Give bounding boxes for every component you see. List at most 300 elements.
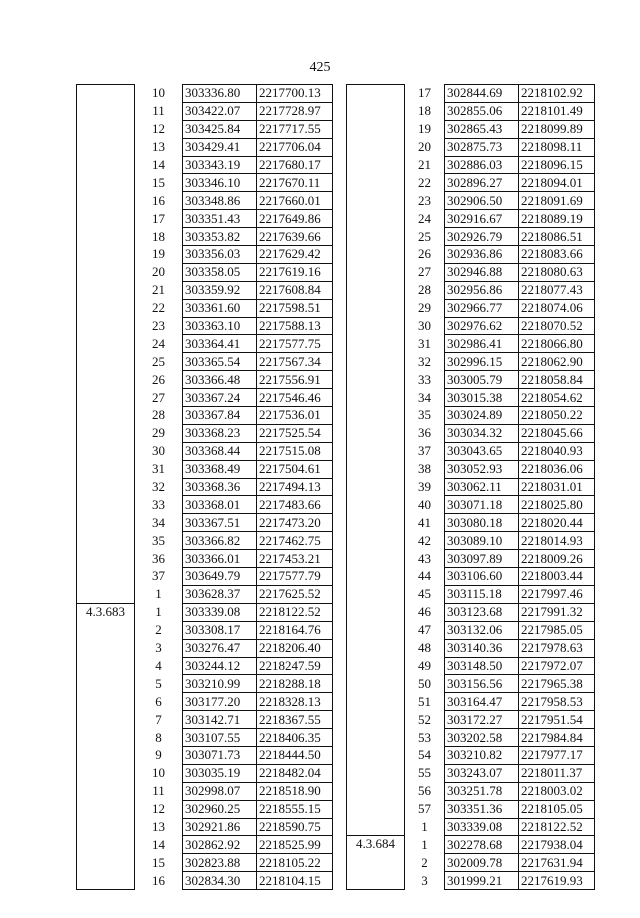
section-cell xyxy=(347,210,405,228)
table-row xyxy=(347,424,595,442)
section-cell xyxy=(77,192,135,210)
point-number-cell: 42 xyxy=(418,532,431,548)
x-coordinate-cell: 303422.07 xyxy=(183,102,257,120)
point-number-cell: 28 xyxy=(418,282,431,298)
section-cell xyxy=(347,317,405,335)
table-row xyxy=(347,102,595,120)
x-coordinate-cell: 303368.44 xyxy=(183,442,257,460)
x-coordinate-cell: 303348.86 xyxy=(183,192,257,210)
y-coordinate-cell: 2217728.97 xyxy=(257,102,333,120)
point-number-cell: 20 xyxy=(152,264,165,280)
table-row xyxy=(347,263,595,281)
table-row xyxy=(77,764,333,782)
section-cell xyxy=(77,317,135,335)
x-coordinate-cell: 303148.50 xyxy=(445,657,519,675)
y-coordinate-cell: 2218555.15 xyxy=(257,800,333,818)
x-coordinate-cell: 303097.89 xyxy=(445,550,519,568)
section-cell xyxy=(347,299,405,317)
x-coordinate-cell: 303356.03 xyxy=(183,246,257,264)
point-number-cell: 14 xyxy=(152,836,165,852)
point-number-cell: 36 xyxy=(418,425,431,441)
table-row xyxy=(347,711,595,729)
section-cell xyxy=(347,711,405,729)
table-row xyxy=(77,281,333,299)
point-number-cell: 39 xyxy=(418,479,431,495)
x-coordinate-cell: 303359.92 xyxy=(183,281,257,299)
section-cell xyxy=(77,532,135,550)
table-row xyxy=(347,478,595,496)
table-row xyxy=(347,85,595,103)
y-coordinate-cell: 2218164.76 xyxy=(257,621,333,639)
x-coordinate-cell: 303164.47 xyxy=(445,693,519,711)
point-number-cell: 26 xyxy=(418,246,431,262)
table-row xyxy=(77,639,333,657)
x-coordinate-cell: 303276.47 xyxy=(183,639,257,657)
x-coordinate-cell: 303177.20 xyxy=(183,693,257,711)
y-coordinate-cell: 2218518.90 xyxy=(257,782,333,800)
x-coordinate-cell: 303351.43 xyxy=(183,210,257,228)
table-row xyxy=(77,246,333,264)
table-row xyxy=(77,424,333,442)
point-number-cell: 40 xyxy=(418,496,431,512)
x-coordinate-cell: 303368.49 xyxy=(183,460,257,478)
table-row xyxy=(77,746,333,764)
section-cell xyxy=(77,424,135,442)
y-coordinate-cell: 2218122.52 xyxy=(519,818,595,836)
section-cell xyxy=(77,764,135,782)
section-cell xyxy=(77,228,135,246)
x-coordinate-cell: 303361.60 xyxy=(183,299,257,317)
y-coordinate-cell: 2218367.55 xyxy=(257,711,333,729)
section-cell xyxy=(77,371,135,389)
x-coordinate-cell: 303251.78 xyxy=(445,782,519,800)
x-coordinate-cell: 303244.12 xyxy=(183,657,257,675)
table-row xyxy=(347,496,595,514)
section-cell xyxy=(347,192,405,210)
table-row xyxy=(77,585,333,603)
section-cell xyxy=(347,281,405,299)
x-coordinate-cell: 303172.27 xyxy=(445,711,519,729)
x-coordinate-cell: 303367.84 xyxy=(183,407,257,425)
y-coordinate-cell: 2218328.13 xyxy=(257,693,333,711)
table-row xyxy=(77,263,333,281)
point-number-cell: 29 xyxy=(418,300,431,316)
table-row xyxy=(347,693,595,711)
point-number-cell: 41 xyxy=(418,514,431,530)
section-cell xyxy=(77,746,135,764)
section-cell xyxy=(77,800,135,818)
point-number-cell: 16 xyxy=(152,192,165,208)
y-coordinate-cell: 2218444.50 xyxy=(257,746,333,764)
point-number-cell: 19 xyxy=(152,246,165,262)
section-cell xyxy=(347,263,405,281)
x-coordinate-cell: 303367.24 xyxy=(183,389,257,407)
section-cell xyxy=(347,174,405,192)
table-row xyxy=(347,729,595,747)
point-number-cell: 12 xyxy=(152,801,165,817)
y-coordinate-cell: 2217972.07 xyxy=(519,657,595,675)
section-cell: 4.3.684 xyxy=(347,836,405,854)
point-number-cell: 25 xyxy=(418,228,431,244)
y-coordinate-cell: 2218096.15 xyxy=(519,156,595,174)
y-coordinate-cell: 2217515.08 xyxy=(257,442,333,460)
point-number-cell: 10 xyxy=(152,85,165,101)
point-number-cell: 17 xyxy=(152,210,165,226)
section-cell xyxy=(347,675,405,693)
section-cell xyxy=(347,353,405,371)
point-number-cell: 35 xyxy=(418,407,431,423)
x-coordinate-cell: 302921.86 xyxy=(183,818,257,836)
table-row xyxy=(347,818,595,836)
y-coordinate-cell: 2217619.93 xyxy=(519,872,595,890)
table-row xyxy=(77,174,333,192)
y-coordinate-cell: 2218077.43 xyxy=(519,281,595,299)
x-coordinate-cell: 303425.84 xyxy=(183,120,257,138)
x-coordinate-cell: 303649.79 xyxy=(183,568,257,586)
table-row xyxy=(347,836,595,854)
section-cell xyxy=(347,424,405,442)
table-row xyxy=(347,460,595,478)
point-number-cell: 11 xyxy=(152,103,165,119)
table-row xyxy=(77,800,333,818)
x-coordinate-cell: 302844.69 xyxy=(445,85,519,103)
section-cell xyxy=(77,711,135,729)
section-cell xyxy=(77,657,135,675)
y-coordinate-cell: 2218050.22 xyxy=(519,407,595,425)
point-number-cell: 36 xyxy=(152,550,165,566)
section-cell xyxy=(77,389,135,407)
table-row xyxy=(77,693,333,711)
section-cell xyxy=(347,568,405,586)
x-coordinate-cell: 303062.11 xyxy=(445,478,519,496)
section-cell xyxy=(347,800,405,818)
x-coordinate-cell: 303366.01 xyxy=(183,550,257,568)
y-coordinate-cell: 2218025.80 xyxy=(519,496,595,514)
x-coordinate-cell: 302946.88 xyxy=(445,263,519,281)
section-cell xyxy=(347,872,405,890)
section-cell xyxy=(77,854,135,872)
table-row xyxy=(77,335,333,353)
table-row xyxy=(77,782,333,800)
x-coordinate-cell: 302886.03 xyxy=(445,156,519,174)
y-coordinate-cell: 2217453.21 xyxy=(257,550,333,568)
y-coordinate-cell: 2217639.66 xyxy=(257,228,333,246)
x-coordinate-cell: 303015.38 xyxy=(445,389,519,407)
table-row xyxy=(347,621,595,639)
section-cell xyxy=(347,478,405,496)
y-coordinate-cell: 2218003.02 xyxy=(519,782,595,800)
point-number-cell: 13 xyxy=(152,139,165,155)
y-coordinate-cell: 2217938.04 xyxy=(519,836,595,854)
point-number-cell: 29 xyxy=(152,425,165,441)
x-coordinate-cell: 303336.80 xyxy=(183,85,257,103)
point-number-cell: 30 xyxy=(418,318,431,334)
table-row xyxy=(347,120,595,138)
table-row xyxy=(77,407,333,425)
y-coordinate-cell: 2217680.17 xyxy=(257,156,333,174)
section-cell xyxy=(77,263,135,281)
y-coordinate-cell: 2217567.34 xyxy=(257,353,333,371)
table-row xyxy=(347,746,595,764)
y-coordinate-cell: 2218040.93 xyxy=(519,442,595,460)
x-coordinate-cell: 303071.73 xyxy=(183,746,257,764)
section-cell xyxy=(347,389,405,407)
table-row xyxy=(347,800,595,818)
point-number-cell: 2 xyxy=(155,622,162,638)
y-coordinate-cell: 2218247.59 xyxy=(257,657,333,675)
table-row xyxy=(347,210,595,228)
table-row xyxy=(347,407,595,425)
section-cell xyxy=(77,138,135,156)
point-number-cell: 7 xyxy=(155,711,162,727)
point-number-cell: 44 xyxy=(418,568,431,584)
section-cell xyxy=(77,729,135,747)
x-coordinate-cell: 302916.67 xyxy=(445,210,519,228)
section-cell xyxy=(77,156,135,174)
table-row xyxy=(77,621,333,639)
x-coordinate-cell: 302996.15 xyxy=(445,353,519,371)
table-row xyxy=(77,210,333,228)
section-cell xyxy=(77,210,135,228)
point-number-cell: 3 xyxy=(155,640,162,656)
section-cell xyxy=(347,460,405,478)
section-cell xyxy=(77,281,135,299)
point-number-cell: 57 xyxy=(418,801,431,817)
table-row xyxy=(347,514,595,532)
y-coordinate-cell: 2217462.75 xyxy=(257,532,333,550)
point-number-cell: 38 xyxy=(418,461,431,477)
point-number-cell: 18 xyxy=(418,103,431,119)
point-number-cell: 33 xyxy=(152,496,165,512)
section-cell xyxy=(77,335,135,353)
x-coordinate-cell: 303364.41 xyxy=(183,335,257,353)
table-row xyxy=(347,639,595,657)
x-coordinate-cell: 303339.08 xyxy=(183,603,257,621)
x-coordinate-cell: 303210.82 xyxy=(445,746,519,764)
x-coordinate-cell: 303115.18 xyxy=(445,585,519,603)
table-row xyxy=(347,550,595,568)
table-row xyxy=(347,335,595,353)
y-coordinate-cell: 2218070.52 xyxy=(519,317,595,335)
y-coordinate-cell: 2218066.80 xyxy=(519,335,595,353)
x-coordinate-cell: 302855.06 xyxy=(445,102,519,120)
y-coordinate-cell: 2218054.62 xyxy=(519,389,595,407)
x-coordinate-cell: 303035.19 xyxy=(183,764,257,782)
table-row xyxy=(77,675,333,693)
section-cell xyxy=(347,138,405,156)
section-cell xyxy=(77,496,135,514)
x-coordinate-cell: 303142.71 xyxy=(183,711,257,729)
table-row xyxy=(347,281,595,299)
section-cell xyxy=(347,532,405,550)
section-cell xyxy=(77,102,135,120)
x-coordinate-cell: 302823.88 xyxy=(183,854,257,872)
point-number-cell: 14 xyxy=(152,157,165,172)
x-coordinate-cell: 303628.37 xyxy=(183,585,257,603)
point-number-cell: 16 xyxy=(152,872,165,888)
section-cell xyxy=(347,120,405,138)
point-number-cell: 8 xyxy=(155,729,162,745)
x-coordinate-cell: 303123.68 xyxy=(445,603,519,621)
point-number-cell: 32 xyxy=(152,479,165,495)
y-coordinate-cell: 2218482.04 xyxy=(257,764,333,782)
table-row xyxy=(347,872,595,890)
y-coordinate-cell: 2218099.89 xyxy=(519,120,595,138)
x-coordinate-cell: 302896.27 xyxy=(445,174,519,192)
point-number-cell: 55 xyxy=(418,765,431,781)
section-cell xyxy=(347,496,405,514)
section-cell xyxy=(347,603,405,621)
y-coordinate-cell: 2218083.66 xyxy=(519,246,595,264)
point-number-cell: 43 xyxy=(418,550,431,566)
x-coordinate-cell: 303043.65 xyxy=(445,442,519,460)
y-coordinate-cell: 2218020.44 xyxy=(519,514,595,532)
table-row xyxy=(77,353,333,371)
section-cell xyxy=(77,442,135,460)
point-number-cell: 12 xyxy=(152,121,165,137)
table-row xyxy=(77,102,333,120)
y-coordinate-cell: 2217706.04 xyxy=(257,138,333,156)
point-number-cell: 48 xyxy=(418,640,431,656)
point-number-cell: 45 xyxy=(418,586,431,602)
x-coordinate-cell: 303365.54 xyxy=(183,353,257,371)
y-coordinate-cell: 2217629.42 xyxy=(257,246,333,264)
y-coordinate-cell: 2218089.19 xyxy=(519,210,595,228)
y-coordinate-cell: 2218058.84 xyxy=(519,371,595,389)
section-cell xyxy=(77,836,135,854)
table-row xyxy=(77,711,333,729)
section-cell xyxy=(347,246,405,264)
section-cell xyxy=(77,174,135,192)
x-coordinate-cell: 302009.78 xyxy=(445,854,519,872)
y-coordinate-cell: 2218045.66 xyxy=(519,424,595,442)
point-number-cell: 27 xyxy=(152,389,165,405)
x-coordinate-cell: 303343.19 xyxy=(183,156,257,174)
table-row xyxy=(347,353,595,371)
y-coordinate-cell: 2218288.18 xyxy=(257,675,333,693)
table-row xyxy=(347,138,595,156)
section-cell xyxy=(347,764,405,782)
table-row xyxy=(347,764,595,782)
table-row xyxy=(77,550,333,568)
y-coordinate-cell: 2217958.53 xyxy=(519,693,595,711)
point-number-cell: 49 xyxy=(418,657,431,673)
y-coordinate-cell: 2217984.84 xyxy=(519,729,595,747)
x-coordinate-cell: 303366.48 xyxy=(183,371,257,389)
table-row xyxy=(347,568,595,586)
x-coordinate-cell: 303339.08 xyxy=(445,818,519,836)
table-row xyxy=(77,192,333,210)
table-row xyxy=(77,478,333,496)
table-row xyxy=(347,371,595,389)
x-coordinate-cell: 302278.68 xyxy=(445,836,519,854)
y-coordinate-cell: 2217985.05 xyxy=(519,621,595,639)
page-number: 425 xyxy=(309,60,331,75)
y-coordinate-cell: 2218031.01 xyxy=(519,478,595,496)
point-number-cell: 33 xyxy=(418,371,431,387)
point-number-cell: 34 xyxy=(152,514,165,530)
section-cell xyxy=(347,550,405,568)
section-cell xyxy=(347,746,405,764)
point-number-cell: 4 xyxy=(155,657,162,673)
y-coordinate-cell: 2218525.99 xyxy=(257,836,333,854)
point-number-cell: 54 xyxy=(418,747,431,763)
x-coordinate-cell: 302960.25 xyxy=(183,800,257,818)
point-number-cell: 37 xyxy=(152,568,165,584)
y-coordinate-cell: 2218011.37 xyxy=(519,764,595,782)
section-cell xyxy=(77,460,135,478)
y-coordinate-cell: 2217483.66 xyxy=(257,496,333,514)
section-cell xyxy=(77,120,135,138)
y-coordinate-cell: 2218122.52 xyxy=(257,603,333,621)
section-cell xyxy=(347,782,405,800)
point-number-cell: 53 xyxy=(418,729,431,745)
table-row xyxy=(77,496,333,514)
point-number-cell: 19 xyxy=(418,121,431,137)
x-coordinate-cell: 302986.41 xyxy=(445,335,519,353)
table-row xyxy=(347,299,595,317)
x-coordinate-cell: 302966.77 xyxy=(445,299,519,317)
x-coordinate-cell: 302956.86 xyxy=(445,281,519,299)
point-number-cell: 51 xyxy=(418,693,431,709)
y-coordinate-cell: 2218206.40 xyxy=(257,639,333,657)
point-number-cell: 9 xyxy=(155,747,162,763)
x-coordinate-cell: 303243.07 xyxy=(445,764,519,782)
y-coordinate-cell: 2218590.75 xyxy=(257,818,333,836)
table-row xyxy=(347,675,595,693)
y-coordinate-cell: 2217494.13 xyxy=(257,478,333,496)
section-cell xyxy=(347,407,405,425)
point-number-cell: 37 xyxy=(418,443,431,459)
x-coordinate-cell: 301999.21 xyxy=(445,872,519,890)
y-coordinate-cell: 2217991.32 xyxy=(519,603,595,621)
y-coordinate-cell: 2217608.84 xyxy=(257,281,333,299)
section-cell xyxy=(77,299,135,317)
x-coordinate-cell: 303024.89 xyxy=(445,407,519,425)
y-coordinate-cell: 2217700.13 xyxy=(257,85,333,103)
table-row xyxy=(347,442,595,460)
x-coordinate-cell: 302875.73 xyxy=(445,138,519,156)
section-cell xyxy=(347,335,405,353)
x-coordinate-cell: 302865.43 xyxy=(445,120,519,138)
point-number-cell: 10 xyxy=(152,765,165,781)
table-row xyxy=(77,854,333,872)
coordinates-table-left xyxy=(76,84,333,890)
y-coordinate-cell: 2218062.90 xyxy=(519,353,595,371)
point-number-cell: 1 xyxy=(421,818,428,834)
section-cell xyxy=(77,872,135,890)
x-coordinate-cell: 303005.79 xyxy=(445,371,519,389)
x-coordinate-cell: 303202.58 xyxy=(445,729,519,747)
y-coordinate-cell: 2217649.86 xyxy=(257,210,333,228)
x-coordinate-cell: 303132.06 xyxy=(445,621,519,639)
y-coordinate-cell: 2218406.35 xyxy=(257,729,333,747)
table-row xyxy=(347,174,595,192)
y-coordinate-cell: 2217997.46 xyxy=(519,585,595,603)
point-number-cell: 21 xyxy=(418,157,431,172)
y-coordinate-cell: 2217660.01 xyxy=(257,192,333,210)
point-number-cell: 2 xyxy=(421,854,428,870)
coordinates-table-right xyxy=(346,84,595,890)
x-coordinate-cell: 302926.79 xyxy=(445,228,519,246)
point-number-cell: 23 xyxy=(418,192,431,208)
table-row xyxy=(77,317,333,335)
section-cell xyxy=(347,156,405,174)
section-cell xyxy=(347,854,405,872)
point-number-cell: 46 xyxy=(418,604,431,620)
y-coordinate-cell: 2217631.94 xyxy=(519,854,595,872)
y-coordinate-cell: 2217525.54 xyxy=(257,424,333,442)
